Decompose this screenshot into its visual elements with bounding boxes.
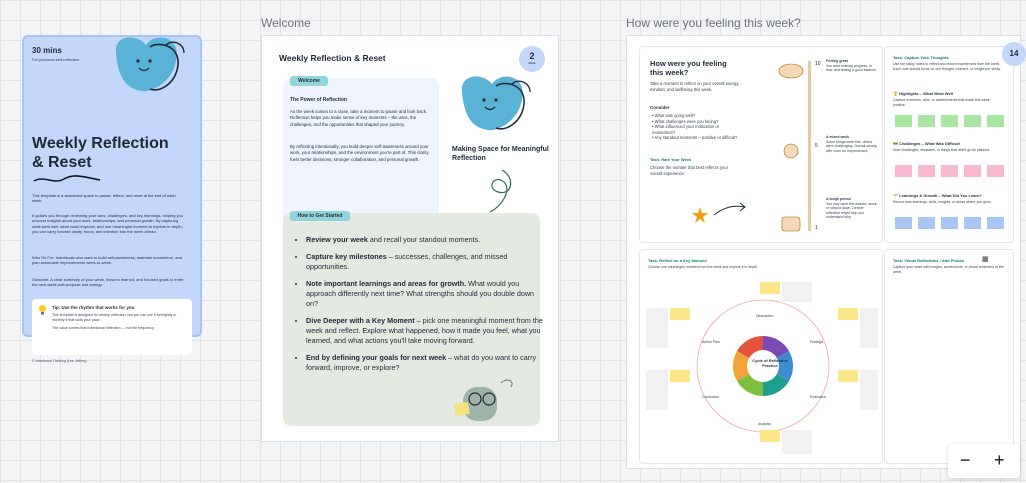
answer-box[interactable] <box>646 370 668 410</box>
heart-mascot-icon <box>456 72 546 142</box>
welcome-title: Weekly Reflection & Reset <box>279 53 386 63</box>
zoom-out-button[interactable]: − <box>960 450 971 470</box>
rate-week-board <box>639 46 883 243</box>
heart-mascot-icon <box>106 31 192 111</box>
feeling-question: How were you feeling this week? <box>650 59 727 77</box>
highlights-heading: 🏆 Highlights – What Went Well <box>893 91 953 96</box>
tip-body-1: This template is designed for weekly reflection, but you can use it fortnightly or monthly if that suits your pace. <box>52 313 177 322</box>
cover-outcome: Outcome: A clear summary of your week, lessons learned, and focused goals to enter the next week with purpose and energy. <box>32 277 184 288</box>
lightbulb-icon <box>37 304 48 315</box>
moment-task-desc: Choose one meaningful moment from the week and explore it in depth. <box>648 265 758 269</box>
challenges-desc: Note challenges, obstacles, or things that didn't go as planned. <box>893 148 991 152</box>
sticky-note-green[interactable] <box>964 115 981 127</box>
step-item: • Review your week and recall your standout moments. <box>306 235 546 245</box>
answer-box[interactable] <box>782 430 812 454</box>
tip-title: Tip: Use the rhythm that works for you <box>52 305 135 310</box>
scribble-underline-icon <box>32 173 102 187</box>
highlights-desc: Capture moments, wins, or achievements that made this week positive. <box>893 98 990 107</box>
step-item: • Capture key milestones – successes, challenges, and missed opportunities. <box>306 252 546 272</box>
sticky-note-yellow[interactable] <box>838 308 858 320</box>
sticky-note-yellow[interactable] <box>760 282 780 294</box>
sticky-note-blue[interactable] <box>918 217 935 229</box>
consider-list <box>652 113 740 141</box>
figure-illustrations-icon <box>776 57 806 237</box>
welcome-pill: Welcome <box>290 76 328 86</box>
capture-thoughts-board <box>884 46 1014 243</box>
cycle-stage: Conclusion <box>702 395 720 399</box>
cycle-stage: Analysis <box>758 422 772 426</box>
sticky-note-green[interactable] <box>941 115 958 127</box>
learnings-desc: Record new learnings, skills, insights, or areas where you grew. <box>893 200 992 204</box>
answer-box[interactable] <box>860 370 878 410</box>
consider-heading: Consider <box>650 105 670 110</box>
zoom-in-button[interactable]: + <box>994 450 1005 470</box>
welcome-card[interactable] <box>261 35 559 442</box>
cover-card[interactable] <box>22 35 202 363</box>
sticky-note-blue[interactable] <box>964 217 981 229</box>
sticky-note-green[interactable] <box>918 115 935 127</box>
film-icon: ▦ <box>982 256 989 263</box>
consider-item: • What challenges were you facing? <box>652 118 719 124</box>
moment-task-label: Task: Reflect on a Key Moment <box>648 258 707 263</box>
time-badge-feeling: 14 <box>1002 42 1026 66</box>
power-title: The Power of Reflection <box>290 97 347 103</box>
zoom-controls <box>948 444 1020 478</box>
sticky-note-blue[interactable] <box>941 217 958 229</box>
consider-item: • Any standout moments – positive or difficult? <box>652 135 738 140</box>
step-item: • End by defining your goals for next week – what do you want to carry forward, improve, or explore? <box>306 353 546 373</box>
get-started-pill: How to Get Started <box>290 211 350 221</box>
steps-list <box>296 235 546 380</box>
sticky-note-green[interactable] <box>895 115 912 127</box>
scale-bottom: 1 <box>815 225 818 231</box>
reflection-section <box>283 78 439 231</box>
frame-label-feeling[interactable]: How were you feeling this week? <box>626 16 801 30</box>
visual-reflections-board <box>884 249 1014 464</box>
visual-task-desc: Capture your week with images, screenshots, or visual reminders of the week. <box>893 265 1004 274</box>
sticky-note-yellow[interactable] <box>838 370 858 382</box>
visual-task-label: Task: Visual Reflections / Add Photos <box>893 258 965 263</box>
cycle-stage: Evaluation <box>810 395 827 399</box>
frame-label-welcome[interactable]: Welcome <box>261 16 311 30</box>
rate-task-label: Task: Rate Your Week <box>650 157 692 162</box>
sticky-note-pink[interactable] <box>941 165 958 177</box>
sticky-note-blue[interactable] <box>987 217 1004 229</box>
feeling-intro: Take a moment to reflect on your overall energy, mindset, and wellbeing this week. <box>650 81 740 92</box>
sticky-note-yellow[interactable] <box>670 308 690 320</box>
cover-footnote: © Intentional Thinking (Lee Jeffery) <box>32 359 87 363</box>
swirl-arrow-icon <box>472 166 522 216</box>
learnings-heading: 🌱 Learnings & Growth – What Did You Learn? <box>893 193 982 198</box>
sticky-note-pink[interactable] <box>895 165 912 177</box>
cover-title: Weekly Reflection & Reset <box>32 135 169 171</box>
answer-box[interactable] <box>782 282 812 302</box>
capture-task-label: Task: Capture Your Thoughts <box>893 55 949 60</box>
rate-task-desc: Choose the number that best reflects your overall experience <box>650 165 728 176</box>
scale-top: 10 <box>815 61 821 67</box>
answer-box[interactable] <box>646 308 668 348</box>
sticky-note-pink[interactable] <box>987 165 1004 177</box>
sticky-note-yellow[interactable] <box>670 370 690 382</box>
sticky-note-pink[interactable] <box>918 165 935 177</box>
scale-label-5: A mixed week Some things were fine, others were challenging. Overall steady, with room for improvement. <box>826 135 878 153</box>
duration-sublabel: For personal self-reflection <box>32 57 80 62</box>
scale-label-10: Feeling great You were making progress, in flow, and feeling a good balance. <box>826 59 877 73</box>
sticky-note-green[interactable] <box>987 115 1004 127</box>
key-moment-board <box>639 249 883 464</box>
scale-label-1: A tough period You may have felt drained, stuck, or slowed down. Deeper reflection might help you understand why. <box>826 197 878 220</box>
cover-audience: Who It's For: Individuals who want to build self-awareness, maintain momentum, and plan actionable improvements week-to-week. <box>32 255 182 266</box>
step-item: • Dive Deeper with a Key Moment – pick one meaningful moment from the week and reflect. Explore what happened, how it made you feel, what you learned, and what actions you'll take moving forward. <box>306 316 546 346</box>
feeling-card[interactable] <box>626 35 1021 469</box>
power-paragraph-1: As the week comes to a close, take a moment to pause and look back. Reflection helps you make sense of key moments – the wins, the challenges, and the opportunities that shaped your journey. <box>290 109 428 127</box>
duration-label: 30 mins <box>32 46 62 55</box>
consider-item: • What influenced your motivation or momentum? <box>652 124 720 135</box>
consider-item: • What was going well? <box>652 113 696 118</box>
sticky-note-blue[interactable] <box>895 217 912 229</box>
answer-box[interactable] <box>860 308 878 348</box>
get-started-section <box>283 213 543 426</box>
power-paragraph-2: By reflecting intentionally, you build deeper self-awareness around your work, your relationships, and the environment you're part of. This clarity fuels better decisions, stronger collaboration, and personal growth. <box>290 144 429 162</box>
cover-description: It guides you through reviewing your wins, challenges, and key learnings, helping you uncover insights about your work, relationships, and personal growth. By capturing what went well, what could improve, and one meaningful moment to explore in depth, you can carry forward clarity, focus, and intention into the week ahead. <box>32 213 183 235</box>
time-badge <box>519 46 545 72</box>
tip-body-2: The value comes from intentional reflection — not the frequency. <box>52 326 155 330</box>
capture-task-desc: Use the sticky notes to reflect and record experiences from the week. Each note should focus on one thought, moment, or insight per sticky. <box>893 62 1001 71</box>
sticky-note-yellow[interactable] <box>760 430 780 442</box>
rating-scale-bar[interactable] <box>808 61 811 231</box>
challenges-heading: 🚧 Challenges – What Was Difficult <box>893 141 960 146</box>
cycle-center-label: Cycle of Reflective Practice <box>752 358 788 368</box>
sticky-note-pink[interactable] <box>964 165 981 177</box>
making-space-heading: Making Space for Meaningful Reflection <box>452 146 549 162</box>
thinking-mascot-icon <box>453 373 533 423</box>
cycle-stage: Feelings <box>810 340 824 344</box>
scale-middle: 5 <box>815 143 818 149</box>
star-arrow-icon <box>690 197 750 227</box>
tip-box <box>32 299 192 355</box>
time-badge-unit: mins <box>528 61 536 65</box>
step-item: • Note important learnings and areas for growth. What would you approach differently next time? What strengths should you double down on? <box>306 279 546 309</box>
cycle-stage: Action Plan <box>702 340 720 344</box>
cycle-stage: Description <box>756 314 774 318</box>
time-badge-number: 2 <box>529 51 535 61</box>
tip-body <box>52 313 182 331</box>
cover-intro: This template is a structured space to pause, reflect, and reset at the end of each week. <box>32 193 176 204</box>
